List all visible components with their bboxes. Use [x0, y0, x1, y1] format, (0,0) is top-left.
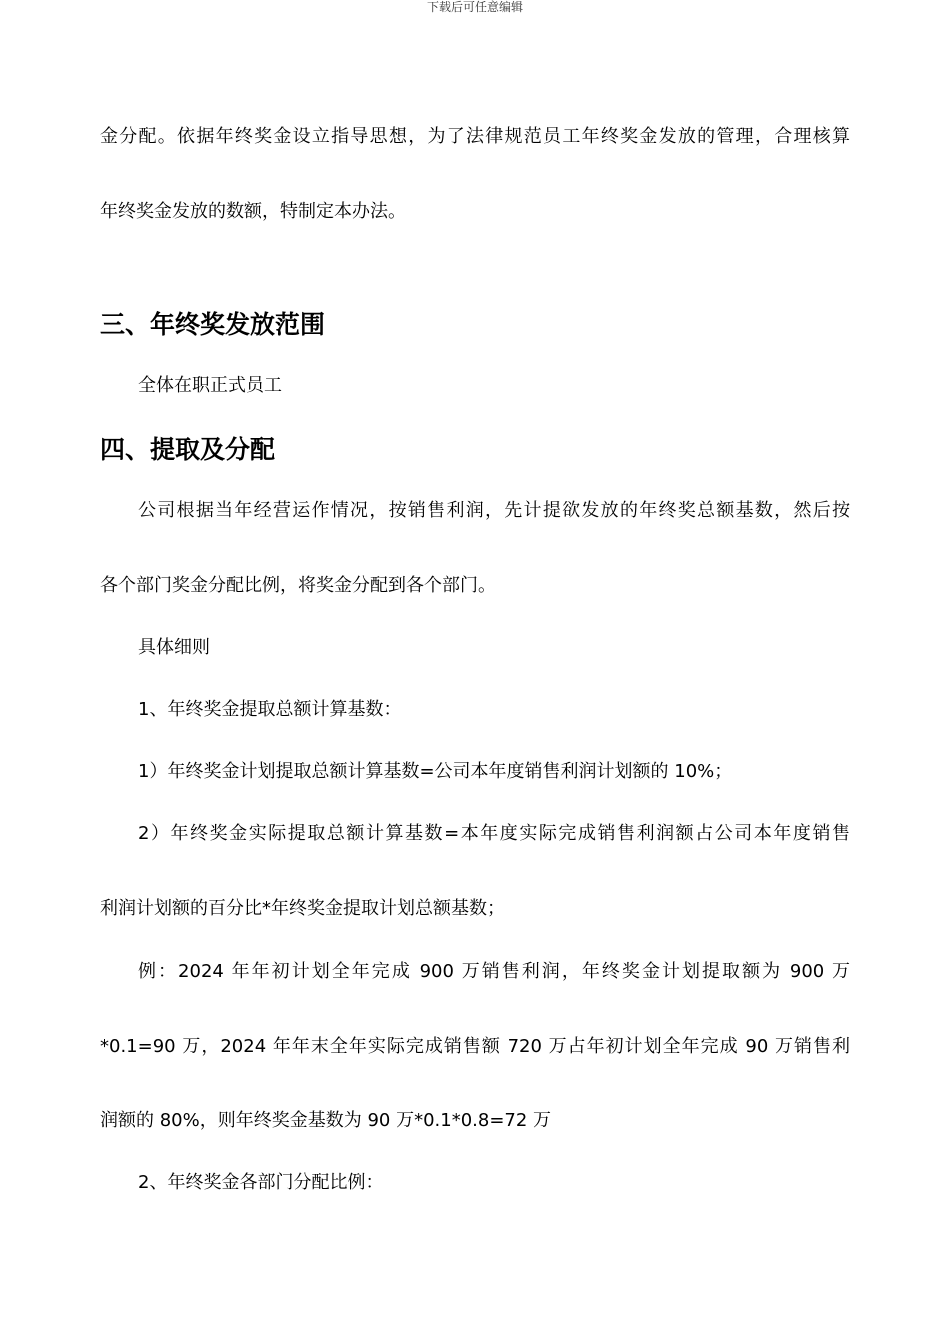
page-header-note: 下载后可任意编辑 [426, 0, 523, 14]
example-line-2: *0.1=90 万，2024 年年末全年实际完成销售额 720 万占年初计划全年完成 90 万销售利 [100, 1036, 850, 1057]
section-4-para-1-line-2: 各个部门奖金分配比例，将奖金分配到各个部门。 [100, 575, 496, 596]
section-3-heading: 三、年终奖发放范围 [100, 310, 326, 339]
details-label: 具体细则 [138, 637, 210, 658]
item-1-title: 1、年终奖金提取总额计算基数： [138, 699, 402, 720]
item-1-sub-1: 1）年终奖金计划提取总额计算基数=公司本年度销售利润计划额的 10%； [138, 761, 733, 782]
section-3-body: 全体在职正式员工 [138, 375, 282, 396]
example-line-3: 润额的 80%，则年终奖金基数为 90 万*0.1*0.8=72 万 [100, 1110, 552, 1131]
intro-line-1: 金分配。依据年终奖金设立指导思想，为了法律规范员工年终奖金发放的管理，合理核算 [100, 126, 850, 147]
item-1-sub-2-line-2: 利润计划额的百分比*年终奖金提取计划总额基数； [100, 898, 505, 919]
intro-line-2: 年终奖金发放的数额，特制定本办法。 [100, 201, 406, 222]
section-4-heading: 四、提取及分配 [100, 435, 276, 464]
item-1-sub-2-line-1: 2）年终奖金实际提取总额计算基数=本年度实际完成销售利润额占公司本年度销售 [138, 823, 850, 844]
item-2-title: 2、年终奖金各部门分配比例： [138, 1172, 384, 1193]
example-line-1: 例：2024 年年初计划全年完成 900 万销售利润，年终奖金计划提取额为 900 万 [138, 961, 850, 982]
section-4-para-1-line-1: 公司根据当年经营运作情况，按销售利润，先计提欲发放的年终奖总额基数，然后按 [138, 500, 850, 521]
